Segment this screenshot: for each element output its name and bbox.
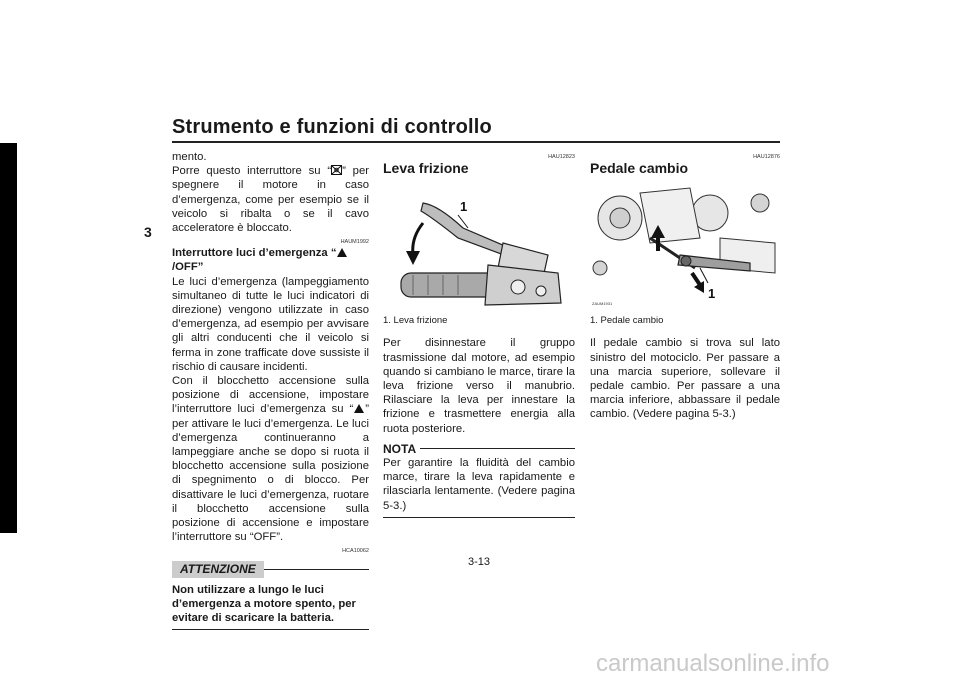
reference-code: HAUM1992 (340, 239, 369, 246)
figure-caption: 1. Leva frizione (383, 315, 448, 327)
paragraph-clutch: Per disinnestare il gruppo trasmissione dal motore, ad esempio quando si cambiano le marce, tirare la leva frizione verso il manubrio. Rilasciare la leva per innestare la frizione e trasmettere energia alla ruota posteriore. (383, 337, 575, 435)
figure-code: ZAUM1931 (592, 301, 613, 307)
paragraph-engine-stop: Porre questo interruttore su “ ” per spegnere il motore in caso d’emergenza, come per esempio se il veicolo si ribalta o se il cavo acceleratore è bloccato. (172, 165, 369, 235)
subheading-hazard-switch: Interruttore luci d’emergenza “/OFF” (172, 246, 369, 274)
page-title: Strumento e funzioni di controllo (172, 116, 492, 138)
reference-code: HAU12823 (548, 154, 575, 160)
paragraph-hazard-desc: Le luci d’emergenza (lampeggiamento simultaneo di tutte le luci indicatori di direzione) vengono utilizzate in caso d’emergenza, ad esempio per avvisare gli altri conducenti che il veicolo si ferma in zone trafficate dove sussiste il rischio di causare incidenti. (172, 275, 369, 373)
attention-text: Non utilizzare a lungo le luci d’emergenza a motore spento, per evitare di scaricare la batteria. (172, 583, 356, 625)
nota-end-rule (383, 517, 575, 518)
paragraph-hazard-usage: Con il blocchetto accensione sulla posizione di accensione, impostare l’interruttore luci d’emergenza su “ ” per attivare le luci d’emergenza. Le luci d’emergenza continueranno a lampeggiare anche se dopo si ruota il blocchetto accensione sulla posizione di spegnimento o di blocco. Per disattivare le luci d’emergenza, ruotare il blocchetto accensione sulla posizione di accensione e impostare l’interruttore su “OFF”. (172, 375, 369, 544)
watermark: carmanualsonline.info (596, 650, 830, 677)
section-title-shift-pedal: Pedale cambio (590, 160, 689, 176)
attention-label: ATTENZIONE (172, 561, 264, 577)
figure-callout: 1 (708, 286, 716, 302)
nota-rule (420, 448, 575, 449)
column-middle (383, 150, 575, 518)
section-title-clutch: Leva frizione (383, 160, 469, 176)
nota-header (383, 442, 575, 456)
column-left (172, 150, 369, 630)
reference-code: HAU12876 (753, 154, 780, 160)
figure-callout: 1 (460, 199, 468, 215)
attention-header (172, 561, 369, 577)
reference-code: HCA10062 (342, 548, 369, 555)
hazard-triangle-icon (337, 248, 347, 257)
paragraph-shift-pedal: Il pedale cambio si trova sul lato sinistro del motociclo. Per passare a una marcia superiore, sollevare il pedale cambio. Per passare a una marcia inferiore, abbassare il pedale cambio. (Vedere pagina 5-3.) (590, 337, 780, 421)
shift-pedal-figure (590, 183, 780, 308)
nota-label: NOTA (383, 441, 417, 456)
clutch-lever-figure (383, 183, 573, 308)
attention-rule (264, 569, 369, 570)
chapter-number: 3 (144, 224, 152, 240)
figure-caption: 1. Pedale cambio (590, 315, 664, 327)
paragraph-continuation: mento. (172, 151, 207, 163)
attention-end-rule (172, 629, 369, 630)
hazard-triangle-icon (354, 404, 364, 413)
engine-stop-icon (331, 165, 342, 175)
title-rule (172, 141, 780, 143)
column-right (590, 150, 780, 422)
page-number: 3-13 (468, 556, 491, 568)
chapter-tab (0, 143, 17, 533)
nota-text: Per garantire la fluidità del cambio marce, tirare la leva rapidamente e rilasciarla lentamente. (Vedere pagina 5-3.) (383, 457, 575, 512)
